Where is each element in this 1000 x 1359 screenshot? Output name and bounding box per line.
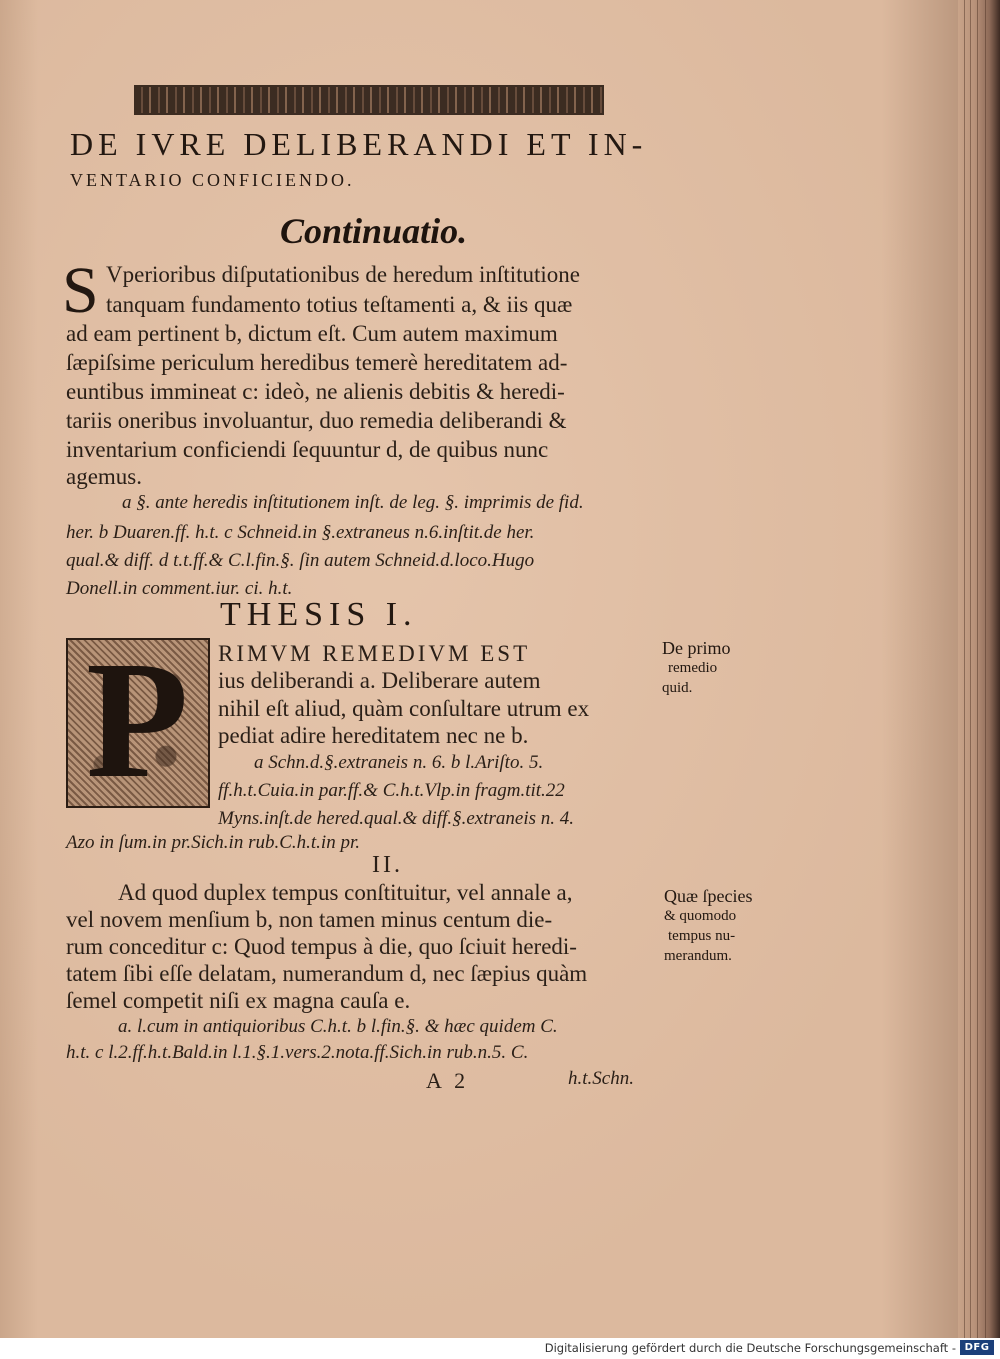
intro-line: ad eam pertinent b, dictum eſt. Cum autem maximum [66,321,558,346]
thesis-heading-2: II. [372,852,403,878]
footnote-line: her. b Duaren.ff. h.t. c Schneid.in §.extraneus n.6.inſtit.de her. [66,522,535,543]
footnote-line: h.t. c l.2.ff.h.t.Bald.in l.1.§.1.vers.2.nota.ff.Sich.in rub.n.5. C. [66,1042,529,1063]
intro-line: euntibus immineat c: ideò, ne alienis debitis & heredi- [66,379,565,404]
title-line-2: VENTARIO CONFICIENDO. [70,170,355,190]
digitization-credit: Digitalisierung gefördert durch die Deutsche Forschungsgemeinschaft - [544,1341,956,1355]
thesis-line: pediat adire hereditatem nec ne b. [218,723,529,748]
thesis-line: tatem ſibi eſſe delatam, numerandum d, nec ſæpius quàm [66,961,588,986]
page-edge [958,0,1000,1338]
footnote-line: qual.& diff. d t.t.ff.& C.l.fin.§. ſin autem Schneid.d.loco.Hugo [66,550,535,571]
footnote-line: Donell.in comment.iur. ci. h.t. [66,578,293,599]
footnote-line: Azo in ſum.in pr.Sich.in rub.C.h.t.in pr. [66,832,360,853]
thesis-line: nihil eſt aliud, quàm conſultare utrum ex [218,696,590,721]
thesis-line: RIMVM REMEDIVM EST [218,641,531,666]
signature-mark: A 2 [426,1068,470,1093]
intro-line: agemus. [66,464,143,489]
thesis-line: vel novem menſium b, non tamen minus centum die- [66,907,553,932]
continuatio-heading: Continuatio. [280,211,468,251]
dfg-logo: DFG [960,1340,994,1355]
intro-line: tariis oneribus involuantur, duo remedia deliberandi & [66,408,567,433]
initial-letter: P [86,627,189,813]
ornamental-rule [134,85,604,115]
footnote-line: Myns.inſt.de hered.qual.& diff.§.extraneis n. 4. [218,808,575,829]
thesis-line: rum conceditur c: Quod tempus à die, quo ſciuit heredi- [66,934,577,959]
footnote-line: a §. ante heredis inſtitutionem inſt. de leg. §. imprimis de fid. [122,492,584,513]
margin-note-1: De primo remedio quid. [662,638,731,696]
decorated-initial-p [66,627,210,813]
footnote-line: a Schn.d.§.extraneis n. 6. b l.Ariſto. 5. [254,752,544,773]
footnote-line: ff.h.t.Cuia.in par.ff.& C.h.t.Vlp.in fragm.tit.22 [218,780,565,801]
catchword: h.t.Schn. [568,1068,634,1089]
margin-note-2: Quæ ſpecies & quomodo tempus nu- merandum. [664,886,753,964]
thesis-line: ius deliberandi a. Deliberare autem [218,668,541,693]
intro-line: inventarium conficiendi ſequuntur d, de quibus nunc [66,437,549,462]
intro-line: tanquam fundamento totius teſtamenti a, & iis quæ [106,292,573,317]
intro-line: ſæpiſsime periculum heredibus temerè hereditatem ad- [66,350,568,375]
thesis-line: Ad quod duplex tempus conſtituitur, vel annale a, [118,880,573,905]
dropcap-s: S [62,254,99,327]
thesis-line: ſemel competit niſi ex magna cauſa e. [66,988,411,1013]
footnote-line: a. l.cum in antiquioribus C.h.t. b l.fin.§. & hæc quidem C. [118,1016,558,1037]
intro-line: Vperioribus diſputationibus de heredum inſtitutione [106,262,580,287]
thesis-heading: THESIS I. [220,596,418,633]
title-line-1: DE IVRE DELIBERANDI ET IN- [70,126,648,162]
